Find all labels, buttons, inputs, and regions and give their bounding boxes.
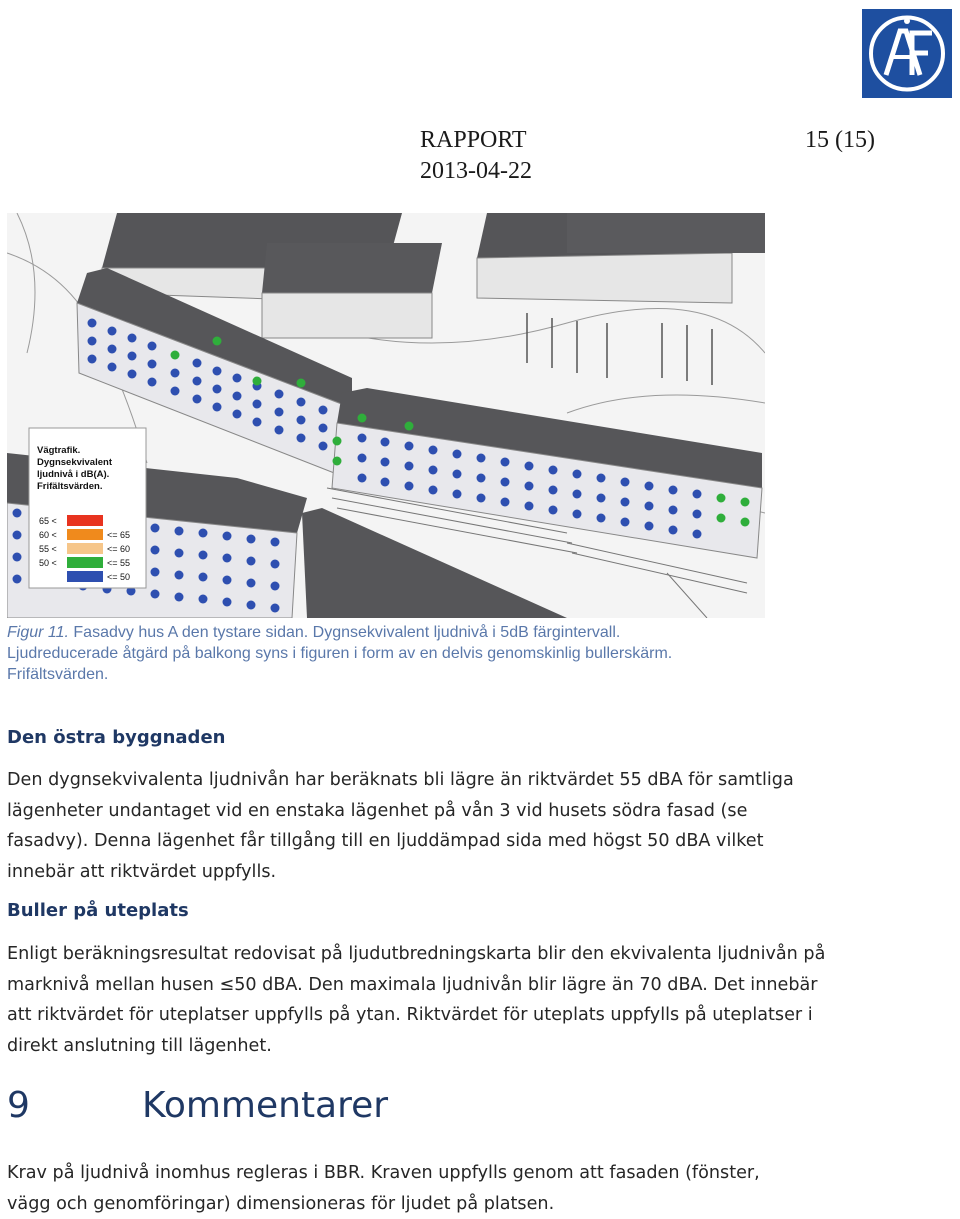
legend-swatch-2	[67, 543, 103, 554]
legend-high-1: <= 65	[107, 530, 131, 540]
section-title: Kommentarer	[142, 1085, 389, 1126]
section-number: 9	[7, 1085, 30, 1126]
comments-text: Krav på ljudnivå inomhus regleras i BBR. Kraven uppfylls genom att fasaden (fönster, vägg och genomföringar) dimensioneras för ljudet på platsen.	[7, 1163, 760, 1214]
legend-swatch-0	[67, 515, 103, 526]
legend-low-1: 60 <	[39, 530, 57, 540]
facade-noise-figure	[7, 213, 765, 618]
report-date: 2013-04-22	[420, 158, 532, 184]
caption-line-2: Ljudreducerade åtgärd på balkong syns i figuren i form av en delvis genomskinlig bullerskärm.	[7, 645, 673, 662]
legend-title-1: Vägtrafik.	[37, 445, 81, 456]
caption-line-1: Fasadvy hus A den tystare sidan. Dygnsekvivalent ljudnivå i 5dB färgintervall.	[68, 624, 621, 641]
legend-swatch-3	[67, 557, 103, 568]
legend-swatch-1	[67, 529, 103, 540]
caption-line-3: Frifältsvärden.	[7, 666, 109, 683]
legend-title-4: Frifältsvärden.	[37, 481, 103, 492]
legend-low-2: 55 <	[39, 544, 57, 554]
legend-low-0: 65 <	[39, 516, 57, 526]
outdoor-heading: Buller på uteplats	[7, 900, 189, 921]
legend-high-4: <= 50	[107, 572, 131, 582]
figure-caption	[7, 622, 907, 685]
east-building-heading: Den östra byggnaden	[7, 727, 226, 748]
outdoor-text: Enligt beräkningsresultat redovisat på ljudutbredningskarta blir den ekvivalenta ljudnivån på marknivå mellan husen ≤50 dBA. Den maximala ljudnivån blir lägre än 70 dBA. Det innebär att riktvärdet för uteplatser uppfylls på ytan. Riktvärdet för uteplats uppfylls på uteplatser i direkt anslutning till lägenhet.	[7, 944, 826, 1056]
noise-legend	[29, 428, 146, 588]
legend-high-3: <= 55	[107, 558, 131, 568]
legend-high-2: <= 60	[107, 544, 131, 554]
page-number: 15 (15)	[805, 127, 875, 153]
legend-title-3: ljudnivå i dB(A).	[37, 469, 110, 480]
legend-low-3: 50 <	[39, 558, 57, 568]
east-building-text: Den dygnsekvivalenta ljudnivån har beräknats bli lägre än riktvärdet 55 dBA för samtliga lägenheter undantaget vid en enstaka lägenhet på vån 3 vid husets södra fasad (se fasadvy). Denna lägenhet får tillgång till en ljuddämpad sida med högst 50 dBA vilket innebär att riktvärdet uppfylls.	[7, 770, 794, 882]
legend-swatch-4	[67, 571, 103, 582]
af-logo-icon	[862, 9, 952, 98]
figure-number: Figur 11.	[7, 624, 69, 641]
legend-title-2: Dygnsekvivalent	[37, 457, 112, 468]
report-title: RAPPORT	[420, 127, 527, 153]
